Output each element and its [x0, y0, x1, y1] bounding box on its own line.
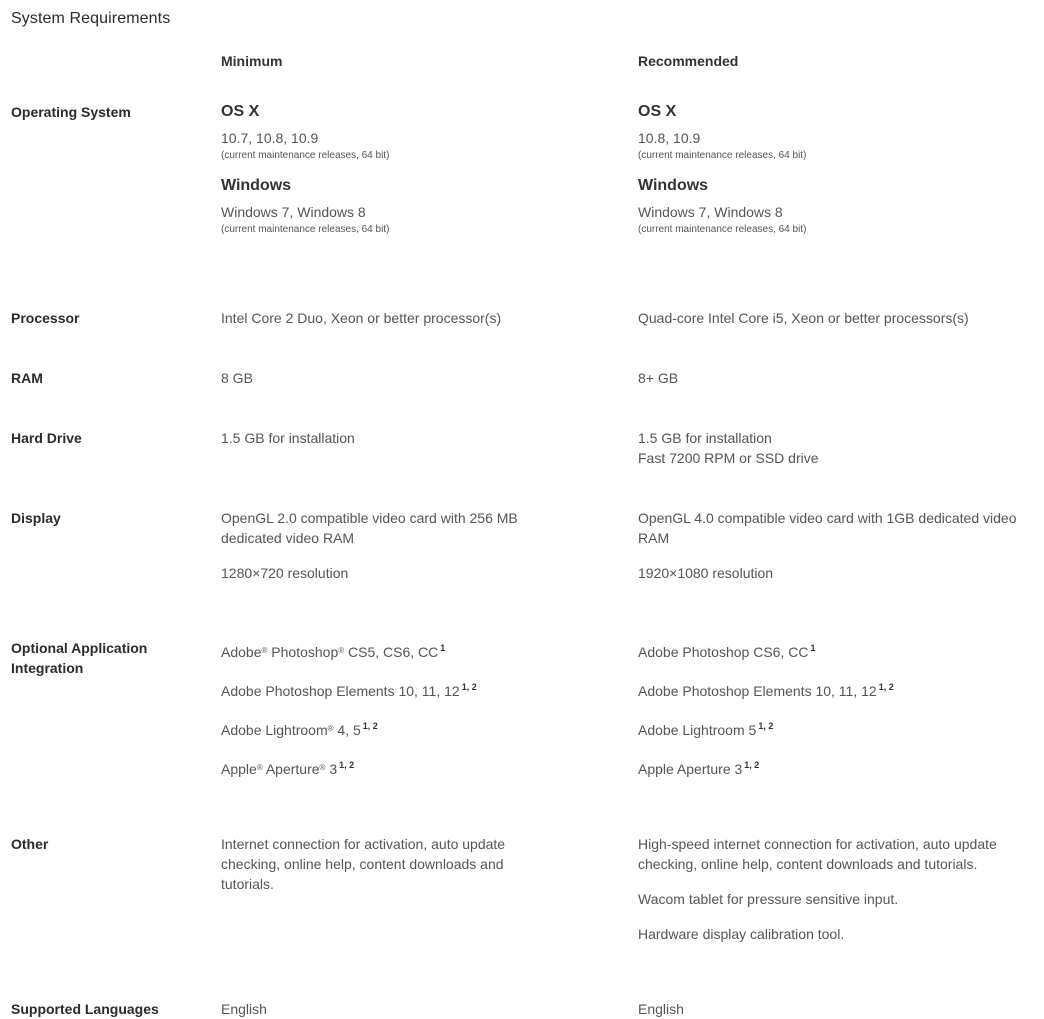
integration-aperture	[638, 759, 759, 779]
other-calibration-tool: Hardware display calibration tool.	[638, 926, 845, 942]
other-internet-connection: High-speed internet connection for activation, auto update checking, online help, content downloads and tutorials.	[638, 836, 997, 872]
row-label-supported-languages: Supported Languages	[11, 1001, 159, 1017]
photoshop-text: Adobe Photoshop CS6, CC	[638, 644, 809, 660]
column-header-minimum: Minimum	[221, 53, 283, 69]
registered-mark: ®	[261, 646, 268, 655]
integration-photoshop	[638, 642, 815, 662]
os-mac-heading: OS X	[638, 103, 677, 120]
display-video-card: OpenGL 4.0 compatible video card with 1GB dedicated video RAM	[638, 510, 1017, 546]
row-label-ram: RAM	[11, 370, 43, 386]
footnote-reference: 1, 2	[744, 760, 760, 770]
row-label-operating-system: Operating System	[11, 104, 131, 120]
os-mac-note: (current maintenance releases, 64 bit)	[638, 150, 807, 161]
display-resolution: 1920×1080 resolution	[638, 565, 774, 581]
row-label-other: Other	[11, 836, 49, 852]
display-minimum	[221, 508, 561, 583]
integration-aperture	[221, 759, 354, 779]
aperture-versions: 3	[325, 761, 338, 777]
ram-minimum: 8 GB	[221, 370, 253, 386]
row-label-optional-application-integration: Optional Application Integration	[11, 640, 148, 676]
os-windows-block	[638, 176, 1043, 237]
integration-minimum	[221, 642, 581, 782]
integration-photoshop-elements	[638, 681, 894, 701]
row-label-hard-drive: Hard Drive	[11, 430, 82, 446]
display-recommended	[638, 508, 1023, 583]
os-mac-versions: 10.8, 10.9	[638, 130, 701, 146]
hard-drive-type: Fast 7200 RPM or SSD drive	[638, 450, 819, 466]
languages-minimum: English	[221, 1001, 267, 1017]
other-recommended	[638, 834, 1040, 944]
os-windows-note: (current maintenance releases, 64 bit)	[221, 224, 390, 235]
ram-recommended: 8+ GB	[638, 370, 679, 386]
photoshop-elements-text: Adobe Photoshop Elements 10, 11, 12	[221, 683, 460, 699]
processor-minimum: Intel Core 2 Duo, Xeon or better processor(s)	[221, 310, 502, 326]
adobe-text: Adobe	[221, 644, 262, 660]
footnote-reference: 1	[810, 643, 816, 653]
os-windows-heading: Windows	[638, 177, 709, 194]
photoshop-elements-text: Adobe Photoshop Elements 10, 11, 12	[638, 683, 877, 699]
integration-photoshop-elements	[221, 681, 477, 701]
os-minimum-cell	[221, 102, 581, 237]
apple-text: Apple	[221, 761, 257, 777]
footnote-reference: 1, 2	[362, 721, 378, 731]
page-title: System Requirements	[11, 10, 171, 27]
languages-recommended: English	[638, 1001, 684, 1017]
hard-drive-minimum: 1.5 GB for installation	[221, 430, 355, 446]
processor-recommended: Quad-core Intel Core i5, Xeon or better processors(s)	[638, 310, 969, 326]
other-minimum	[221, 834, 551, 894]
lightroom-versions: 4, 5	[333, 722, 361, 738]
registered-mark: ®	[338, 646, 345, 655]
aperture-text: Aperture	[262, 761, 320, 777]
footnote-reference: 1, 2	[339, 760, 355, 770]
aperture-text: Apple Aperture 3	[638, 761, 743, 777]
display-video-card: OpenGL 2.0 compatible video card with 256 MB dedicated video RAM	[221, 510, 518, 546]
integration-lightroom	[638, 720, 773, 740]
registered-mark: ®	[327, 724, 334, 733]
integration-recommended	[638, 642, 1043, 782]
os-recommended-cell	[638, 102, 1043, 237]
os-mac-heading: OS X	[221, 103, 260, 120]
footnote-reference: 1, 2	[461, 682, 477, 692]
os-windows-note: (current maintenance releases, 64 bit)	[638, 224, 807, 235]
os-mac-block	[638, 102, 1043, 163]
other-internet-connection: Internet connection for activation, auto update checking, online help, content downloads and tutorials.	[221, 836, 506, 892]
os-mac-block	[221, 102, 581, 163]
os-windows-versions: Windows 7, Windows 8	[638, 204, 783, 220]
display-resolution: 1280×720 resolution	[221, 565, 349, 581]
registered-mark: ®	[256, 763, 263, 772]
lightroom-text: Adobe Lightroom 5	[638, 722, 757, 738]
os-windows-heading: Windows	[221, 177, 292, 194]
row-label-display: Display	[11, 510, 61, 526]
photoshop-text: Photoshop	[267, 644, 339, 660]
photoshop-versions: CS5, CS6, CC	[344, 644, 439, 660]
integration-lightroom	[221, 720, 378, 740]
integration-photoshop	[221, 642, 445, 662]
other-wacom-tablet: Wacom tablet for pressure sensitive input.	[638, 891, 899, 907]
lightroom-text: Adobe Lightroom	[221, 722, 328, 738]
column-header-recommended: Recommended	[638, 53, 739, 69]
os-windows-block	[221, 176, 581, 237]
hard-drive-recommended	[638, 428, 1043, 468]
registered-mark: ®	[319, 763, 326, 772]
os-mac-note: (current maintenance releases, 64 bit)	[221, 150, 390, 161]
os-windows-versions: Windows 7, Windows 8	[221, 204, 366, 220]
os-mac-versions: 10.7, 10.8, 10.9	[221, 130, 319, 146]
footnote-reference: 1, 2	[758, 721, 774, 731]
footnote-reference: 1, 2	[878, 682, 894, 692]
footnote-reference: 1	[440, 643, 446, 653]
row-label-processor: Processor	[11, 310, 80, 326]
hard-drive-installation-size: 1.5 GB for installation	[638, 430, 772, 446]
